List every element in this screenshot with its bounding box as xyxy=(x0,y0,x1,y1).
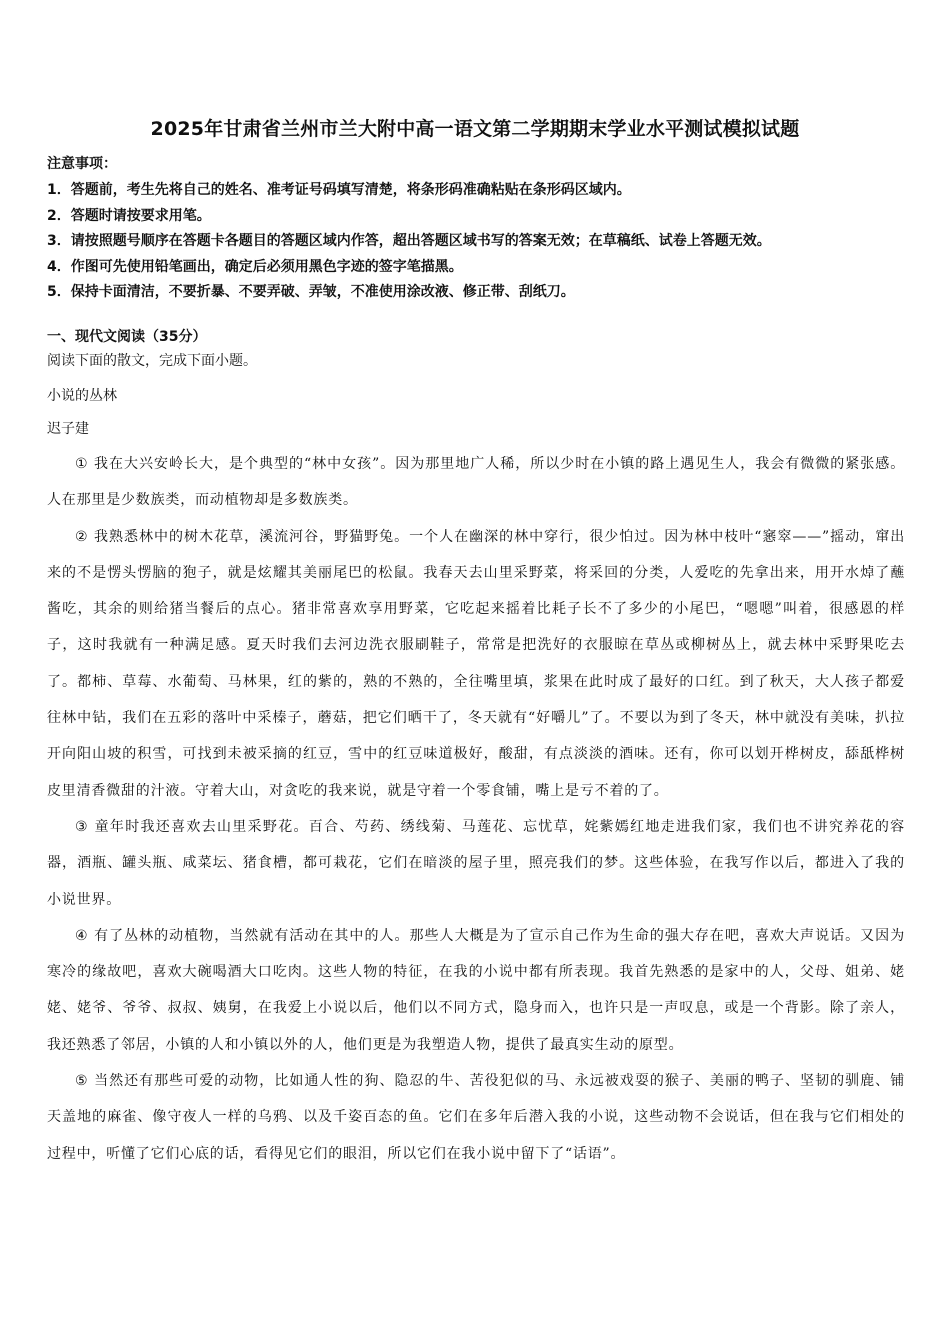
paragraph-4 xyxy=(47,918,905,1063)
note-item: 5．保持卡面清洁，不要折暴、不要弄破、弄皱，不准使用涂改液、修正带、刮纸刀。 xyxy=(47,284,575,300)
paragraph-text: 有了丛林的动植物，当然就有活动在其中的人。那些人大概是为了宣示自己作为生命的强大存在吧，喜欢大声说话。又因为寒冷的缘故吧，喜欢大碗喝酒大口吃肉。这些人物的特征，在我的小说中都有所表现。我首先熟悉的是家中的人，父母、姐弟、姥姥、姥爷、爷爷、叔叔、姨舅，在我爱上小说以后，他们以不同方式，隐身而入，也许只是一声叹息，或是一个背影。除了亲人，我还熟悉了邻居，小镇的人和小镇以外的人，他们更是为我塑造人物，提供了最真实生动的原型。 xyxy=(47,927,905,1053)
section-heading: 一、现代文阅读（35分） xyxy=(47,329,207,345)
note-item: 2．答题时请按要求用笔。 xyxy=(47,207,211,224)
paragraph-number: ③ xyxy=(75,818,89,835)
paragraph-text: 童年时我还喜欢去山里采野花。百合、芍药、绣线菊、马莲花、忘忧草，姹紫嫣红地走进我们家，我们也不讲究养花的容器，酒瓶、罐头瓶、咸菜坛、猪食槽，都可栽花，它们在暗淡的屋子里，照亮我们的梦。这些体验，在我写作以后，都进入了我的小说世界。 xyxy=(47,818,905,908)
essay-title: 小说的丛林 xyxy=(47,388,117,404)
essay-author: 迟子建 xyxy=(47,421,89,437)
notes-heading: 注意事项： xyxy=(47,156,117,172)
paragraph-text: 我熟悉林中的树木花草，溪流河谷，野猫野兔。一个人在幽深的林中穿行，很少怕过。因为林中枝叶“窸窣——”摇动，窜出来的不是愣头愣脑的狍子，就是炫耀其美丽尾巴的松鼠。我春天去山里采野菜，将采回的分类，人爱吃的先拿出来，用开水焯了蘸酱吃，其余的则给猪当餐后的点心。猪非常喜欢享用野菜，它吃起来摇着比耗子长不了多少的小尾巴，“嗯嗯”叫着，很感恩的样子，这时我就有一种满足感。夏天时我们去河边洗衣服刷鞋子，常常是把洗好的衣服晾在草丛或柳树丛上，就去林中采野果吃去了。都柿、草莓、水葡萄、马林果，红的紫的，熟的不熟的，全往嘴里填，浆果在此时成了最好的口红。到了秋天，大人孩子都爱往林中钻，我们在五彩的落叶中采榛子，蘑菇，把它们晒干了，冬天就有“好嚼儿”了。不要以为到了冬天，林中就没有美味，扒拉开向阳山坡的积雪，可找到未被采摘的红豆，雪中的红豆味道极好，酸甜，有点淡淡的酒味。还有，你可以划开桦树皮，舔舐桦树皮里清香微甜的汁液。守着大山，对贪吃的我来说，就是守着一个零食铺，嘴上是亏不着的了。 xyxy=(47,528,905,799)
note-item: 3．请按照题号顺序在答题卡各题目的答题区域内作答，超出答题区域书写的答案无效；在草稿纸、试卷上答题无效。 xyxy=(47,233,771,249)
paragraph-text: 当然还有那些可爱的动物，比如通人性的狗、隐忍的牛、苦役犯似的马、永远被戏耍的猴子、美丽的鸭子、坚韧的驯鹿、铺天盖地的麻雀、像守夜人一样的乌鸦、以及千姿百态的鱼。它们在多年后潜入我的小说，这些动物不会说话，但在我与它们相处的过程中，听懂了它们心底的话，看得见它们的眼泪，所以它们在我小说中留下了“话语”。 xyxy=(47,1073,905,1162)
notes-list xyxy=(47,178,927,306)
paragraph-2 xyxy=(47,519,905,809)
paragraph-1 xyxy=(47,446,905,519)
paragraph-number: ④ xyxy=(75,927,89,944)
paragraph-number: ② xyxy=(75,528,89,545)
essay-body xyxy=(47,446,905,1172)
note-item: 1．答题前，考生先将自己的姓名、准考证号码填写清楚，将条形码准确粘贴在条形码区域内。 xyxy=(47,182,631,198)
paragraph-number: ⑤ xyxy=(75,1073,89,1090)
paragraph-3 xyxy=(47,809,905,918)
note-item: 4．作图可先使用铅笔画出，确定后必须用黑色字迹的签字笔描黑。 xyxy=(47,258,463,275)
paragraph-5 xyxy=(47,1063,905,1172)
reading-instruction: 阅读下面的散文，完成下面小题。 xyxy=(47,353,257,369)
paragraph-number: ① xyxy=(75,456,89,472)
page-title: 2025年甘肃省兰州市兰大附中高一语文第二学期期末学业水平测试模拟试题 xyxy=(150,118,800,140)
paragraph-text: 我在大兴安岭长大，是个典型的“林中女孩”。因为那里地广人稀，所以少时在小镇的路上遇见生人，我会有微微的紧张感。人在那里是少数族类，而动植物却是多数族类。 xyxy=(47,456,905,509)
